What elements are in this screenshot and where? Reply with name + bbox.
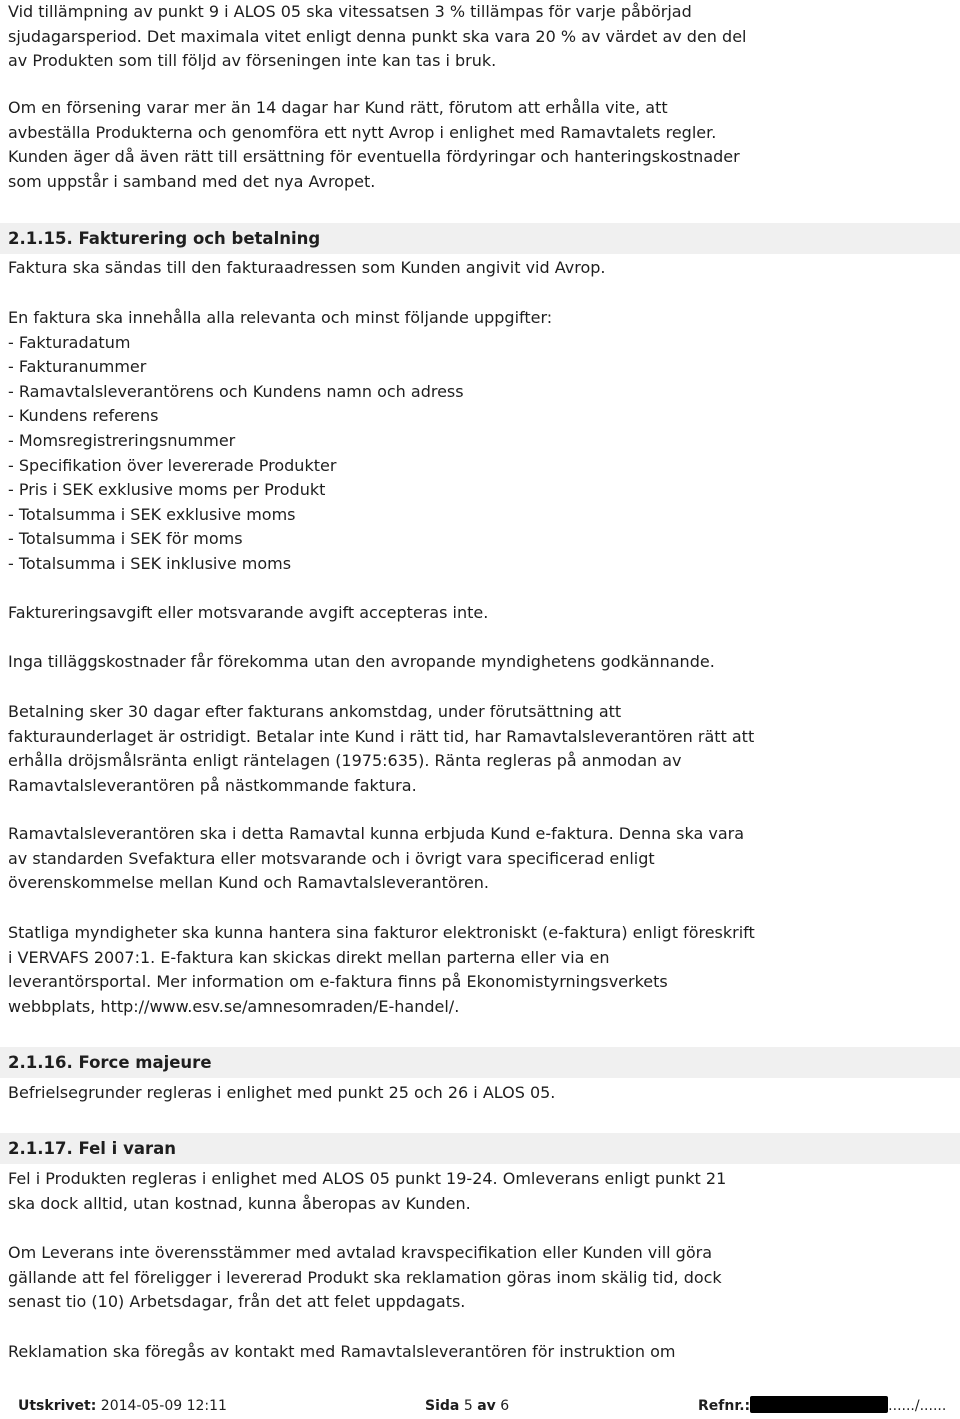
paragraph-vitessats bbox=[8, 0, 746, 74]
text-line: erhålla dröjsmålsränta enligt räntelagen (1975:635). Ränta regleras på anmodan av bbox=[8, 751, 682, 771]
text-line: Fel i Produkten regleras i enlighet med ALOS 05 punkt 19-24. Omleverans enligt punkt 21 bbox=[8, 1169, 727, 1188]
printed-value: 2014-05-09 12:11 bbox=[100, 1398, 227, 1414]
list-item: - Kundens referens bbox=[8, 406, 159, 426]
page-indicator bbox=[425, 1395, 509, 1417]
text-line: Ramavtalsleverantören på nästkommande faktura. bbox=[8, 775, 417, 795]
paragraph-e-faktura bbox=[8, 822, 744, 896]
list-item: - Totalsumma i SEK exklusive moms bbox=[8, 504, 296, 524]
faktura-requirements-list bbox=[8, 306, 552, 577]
section-heading-2117: 2.1.17. Fel i varan bbox=[0, 1133, 960, 1164]
text-line: Om Leverans inte överensstämmer med avtalad kravspecifikation eller Kunden vill göra bbox=[8, 1243, 713, 1262]
paragraph-reklamation bbox=[8, 1241, 722, 1315]
text-line: avbeställa Produkterna och genomföra ett nytt Avrop i enlighet med Ramavtalets regler. bbox=[8, 122, 717, 142]
text-line: Betalning sker 30 dagar efter fakturans ankomstdag, under förutsättning att bbox=[8, 702, 622, 721]
text-line: sjudagarsperiod. Det maximala vitet enligt denna punkt ska vara 20 % av värdet av den del bbox=[8, 26, 747, 46]
text-line: ska dock alltid, utan kostnad, kunna åberopas av Kunden. bbox=[8, 1193, 471, 1213]
list-item: - Totalsumma i SEK inklusive moms bbox=[8, 553, 292, 573]
paragraph-fel-i-produkten bbox=[8, 1167, 726, 1216]
list-item: - Fakturanummer bbox=[8, 357, 147, 377]
page-footer bbox=[18, 1395, 958, 1417]
section-heading-2115: 2.1.15. Fakturering och betalning bbox=[0, 223, 960, 254]
list-item: - Pris i SEK exklusive moms per Produkt bbox=[8, 480, 326, 500]
list-item: - Fakturadatum bbox=[8, 332, 131, 352]
paragraph-avgift: Faktureringsavgift eller motsvarande avgift accepteras inte. bbox=[8, 603, 489, 622]
text-line: senast tio (10) Arbetsdagar, från det att felet uppdagats. bbox=[8, 1292, 466, 1312]
list-item: - Ramavtalsleverantörens och Kundens namn och adress bbox=[8, 381, 464, 401]
section-heading-2116: 2.1.16. Force majeure bbox=[0, 1047, 960, 1078]
reference-number bbox=[698, 1395, 946, 1417]
text-line: webbplats, http://www.esv.se/amnesomraden/E-handel/. bbox=[8, 996, 460, 1016]
page-total: 6 bbox=[500, 1398, 510, 1414]
list-item: - Momsregistreringsnummer bbox=[8, 430, 236, 450]
ref-label: Refnr.: bbox=[698, 1398, 751, 1414]
text-line: överenskommelse mellan Kund och Ramavtalsleverantören. bbox=[8, 873, 490, 893]
faktura-intro: Faktura ska sändas till den fakturaadressen som Kunden angivit vid Avrop. bbox=[8, 258, 606, 277]
text-line: av standarden Svefaktura eller motsvarande och i övrigt vara specificerad enligt bbox=[8, 848, 655, 868]
text-line: Statliga myndigheter ska kunna hantera sina fakturor elektroniskt (e-faktura) enligt föreskrift bbox=[8, 923, 755, 942]
text-line: Vid tillämpning av punkt 9 i ALOS 05 ska vitessatsen 3 % tillämpas för varje påbörjad bbox=[8, 2, 692, 21]
paragraph-force-majeure: Befrielsegrunder regleras i enlighet med punkt 25 och 26 i ALOS 05. bbox=[8, 1083, 556, 1102]
printed-label: Utskrivet: bbox=[18, 1398, 97, 1414]
ref-suffix: ....../...... bbox=[888, 1398, 947, 1414]
redaction-block bbox=[750, 1396, 888, 1413]
text-line: Kunden äger då även rätt till ersättning för eventuella fördyringar och hanteringskostnader bbox=[8, 147, 740, 167]
text-line: av Produkten som till följd av förseningen inte kan tas i bruk. bbox=[8, 51, 497, 71]
paragraph-reklamation-kontakt: Reklamation ska föregås av kontakt med Ramavtalsleverantören för instruktion om bbox=[8, 1342, 676, 1361]
list-item: - Specifikation över levererade Produkter bbox=[8, 455, 337, 475]
text-line: fakturaunderlaget är ostridigt. Betalar inte Kund i rätt tid, har Ramavtalsleverantören rätt att bbox=[8, 726, 755, 746]
list-intro: En faktura ska innehålla alla relevanta och minst följande uppgifter: bbox=[8, 308, 553, 327]
page-current: 5 bbox=[463, 1398, 473, 1414]
page-label: Sida bbox=[425, 1398, 460, 1414]
text-line: Ramavtalsleverantören ska i detta Ramavtal kunna erbjuda Kund e-faktura. Denna ska vara bbox=[8, 824, 744, 843]
page-of-label: av bbox=[477, 1398, 496, 1414]
text-line: som uppstår i samband med det nya Avropet. bbox=[8, 171, 376, 191]
list-item: - Totalsumma i SEK för moms bbox=[8, 529, 243, 549]
paragraph-tillaggskostnader: Inga tilläggskostnader får förekomma utan den avropande myndighetens godkännande. bbox=[8, 652, 715, 671]
text-line: i VERVAFS 2007:1. E-faktura kan skickas direkt mellan parterna eller via en bbox=[8, 947, 610, 967]
printed-timestamp bbox=[18, 1395, 227, 1417]
paragraph-statliga-myndigheter bbox=[8, 921, 755, 1019]
paragraph-forsening bbox=[8, 96, 740, 194]
text-line: Om en försening varar mer än 14 dagar har Kund rätt, förutom att erhålla vite, att bbox=[8, 98, 668, 117]
text-line: gällande att fel föreligger i levererad Produkt ska reklamation göras inom skälig tid, dock bbox=[8, 1267, 722, 1287]
paragraph-betalning bbox=[8, 700, 754, 798]
text-line: leverantörsportal. Mer information om e-faktura finns på Ekonomistyrningsverkets bbox=[8, 972, 668, 992]
